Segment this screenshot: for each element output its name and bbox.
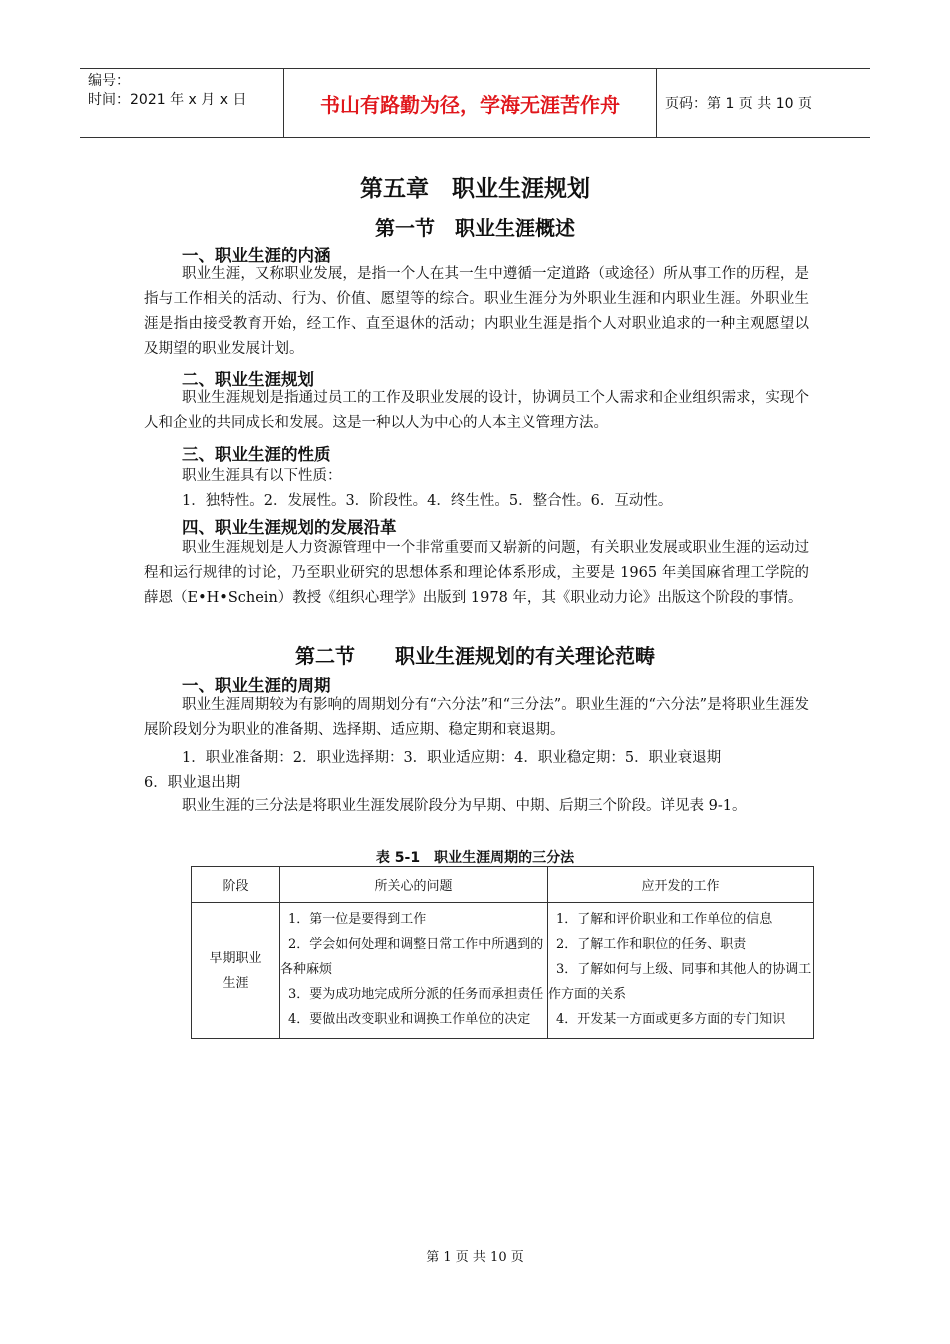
section-1-sub-3: 三、职业生涯的性质 [182, 445, 331, 464]
concern-item: 3．要为成功地完成所分派的任务而承担责任 [288, 987, 544, 1002]
section-1-para-1: 职业生涯，又称职业发展，是指一个人在其一生中遵循一定道路（或途径）所从事工作的历程，是指与工作相关的活动、行为、价值、愿望等的综合。职业生涯分为外职业生涯和内职业生涯。外职业生涯是指由接受教育开始，经工作、直至退休的活动；内职业生涯是指个人对职业追求的一种主观愿望以及期望的职业发展计划。 [144, 266, 809, 357]
section-1-sub-2: 二、职业生涯规划 [182, 370, 314, 389]
table-header-stage: 阶段 [192, 867, 280, 903]
table-caption: 表 5-1 职业生涯周期的三分法 [375, 850, 575, 866]
career-cycle-table [191, 866, 814, 1039]
code-label: 编号： [88, 73, 130, 89]
time-label: 时间：2021 年 x 月 x 日 [88, 92, 247, 108]
table-row [192, 903, 814, 1039]
task-item: 1．了解和评价职业和工作单位的信息 [556, 912, 773, 927]
task-item: 4．开发某一方面或更多方面的专门知识 [556, 1012, 786, 1027]
section-1-para-2: 职业生涯规划是指通过员工的工作及职业发展的设计，协调员工个人需求和企业组织需求，实现个人和企业的共同成长和发展。这是一种以人为中心的人本主义管理方法。 [144, 390, 809, 431]
section-2-para-2: 职业生涯的三分法是将职业生涯发展阶段分为早期、中期、后期三个阶段。详见表 9-1。 [182, 798, 747, 814]
concern-item: 2．学会如何处理和调整日常工作中所遇到的各种麻烦 [280, 937, 544, 977]
concern-item: 4．要做出改变职业和调换工作单位的决定 [288, 1012, 531, 1027]
chapter-title: 第五章 职业生涯规划 [360, 176, 590, 202]
section-2-list-line-2: 6．职业退出期 [144, 775, 241, 791]
section-1-sub-4: 四、职业生涯规划的发展沿革 [182, 518, 397, 537]
page-header [80, 68, 870, 138]
section-1-title: 第一节 职业生涯概述 [375, 216, 575, 240]
section-2-para-1: 职业生涯周期较为有影响的周期划分有“六分法”和“三分法”。职业生涯的“六分法”是将职业生涯发展阶段划分为职业的准备期、选择期、适应期、稳定期和衰退期。 [144, 697, 809, 738]
concern-item: 1．第一位是要得到工作 [288, 912, 427, 927]
header-motto: 书山有路勤为径，学海无涯苦作舟 [283, 69, 657, 137]
section-1-sub-1: 一、职业生涯的内涵 [182, 246, 331, 265]
table-cell-tasks [548, 903, 814, 1039]
header-page-info: 页码：第 1 页 共 10 页 [665, 96, 812, 112]
table-header-row [192, 867, 814, 903]
table-cell-concerns [280, 903, 548, 1039]
stage-text: 早期职业生涯 [209, 950, 262, 991]
page-footer: 第 1 页 共 10 页 [426, 1250, 524, 1265]
task-item: 3．了解如何与上级、同事和其他人的协调工作方面的关系 [548, 962, 812, 1002]
section-2-title: 第二节 职业生涯规划的有关理论范畴 [295, 644, 655, 668]
section-2-list-line-1: 1．职业准备期：2．职业选择期：3．职业适应期：4．职业稳定期：5．职业衰退期 [182, 750, 722, 766]
table-header-concerns: 所关心的问题 [280, 867, 548, 903]
task-item: 2．了解工作和职位的任务、职责 [556, 937, 747, 952]
header-meta [80, 69, 283, 137]
table-header-tasks: 应开发的工作 [548, 867, 814, 903]
section-1-para-3b: 1．独特性。2．发展性。3．阶段性。4．终生性。5．整合性。6．互动性。 [182, 493, 673, 509]
section-2-sub-1: 一、职业生涯的周期 [182, 676, 331, 695]
section-1-para-3a: 职业生涯具有以下性质： [182, 468, 342, 484]
section-1-para-4: 职业生涯规划是人力资源管理中一个非常重要而又崭新的问题，有关职业发展或职业生涯的运动过程和运行规律的讨论，乃至职业研究的思想体系和理论体系形成，主要是 1965 年美国麻省理工学院的薛恩（E•H•Schein）教授《组织心理学》出版到 1978 年，其《职业动力论》出版这个阶段的事情。 [144, 540, 809, 606]
table-cell-stage [192, 903, 280, 1039]
